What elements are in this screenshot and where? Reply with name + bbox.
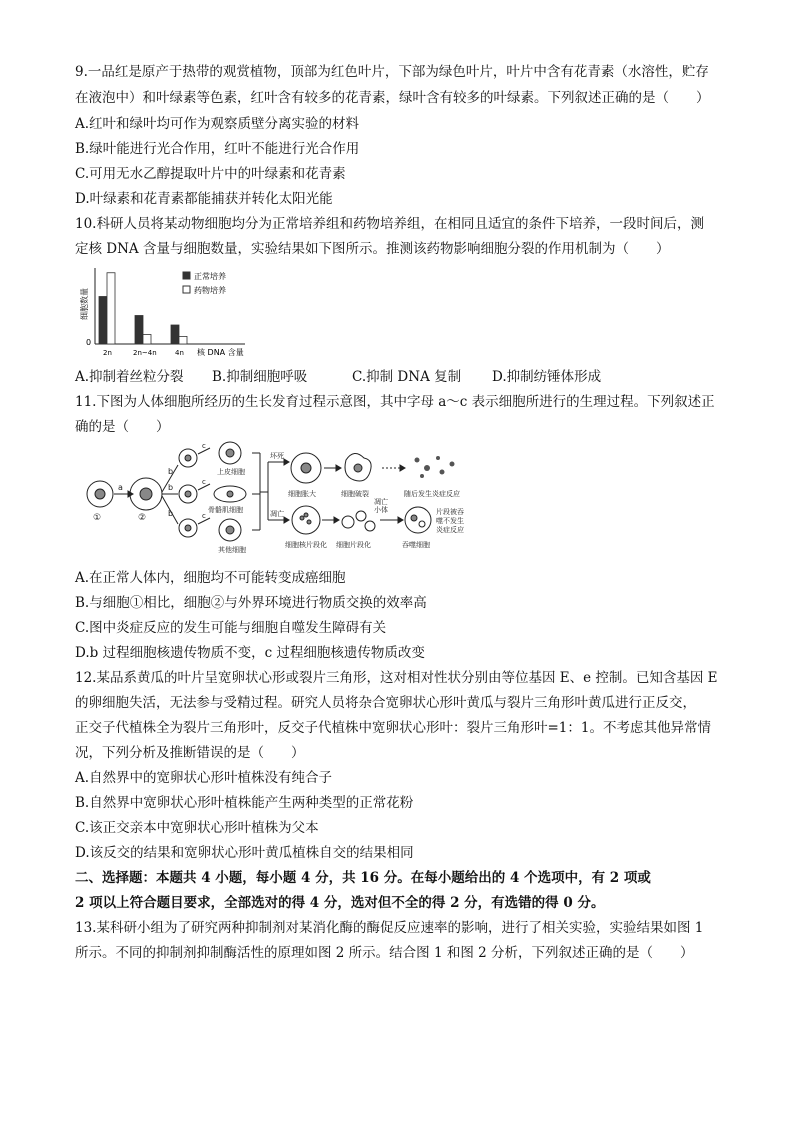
x-axis-label: 核 DNA 含量	[197, 348, 244, 357]
apoptotic-bodies-icon	[342, 511, 375, 531]
bar-0-series-1	[107, 273, 115, 344]
q11-stem-line1: 11.下图为人体细胞所经历的生长发育过程示意图，其中字母 a～c 表示细胞所进行的生理过程。下列叙述正	[75, 394, 715, 410]
process-a-label: a	[118, 483, 123, 492]
debris-icon	[415, 456, 455, 478]
cell-1-label: ①	[93, 513, 102, 523]
q11-option-a: A.在正常人体内，细胞均不可能转变成癌细胞	[75, 570, 346, 586]
necrosis-label: 坏死	[270, 452, 284, 460]
bar-2-series-0	[171, 325, 179, 344]
x-tick-label-1: 2n~4n	[133, 349, 157, 357]
q12-stem-line3: 正交子代植株全为裂片三角形叶，反交子代植株中宽卵状心形叶：裂片三角形叶=1：1。不考虑其他异常情	[75, 720, 711, 736]
process-c-label-2: c	[202, 478, 206, 486]
apoptosis-label: 凋亡	[270, 510, 284, 518]
q11-option-c: C.图中炎症反应的发生可能与细胞自噬发生障碍有关	[75, 620, 387, 636]
ruptured-cell-label: 细胞破裂	[341, 490, 369, 498]
no-inflammation-label-3: 炎症反应	[436, 526, 464, 534]
bar-1-series-0	[135, 316, 143, 345]
bar-0-series-0	[99, 297, 107, 345]
q9-option-a: A.红叶和绿叶均可作为观察质壁分离实验的材料	[75, 116, 360, 132]
inflammation-label: 随后发生炎症反应	[404, 490, 460, 498]
cell-fragmentation-label: 细胞片段化	[336, 541, 371, 549]
legend-label-drug: 药物培养	[194, 286, 226, 295]
q9-stem-line1: 9.一品红是原产于热带的观赏植物，顶部为红色叶片，下部为绿色叶片，叶片中含有花青素（水溶性，贮存	[75, 64, 709, 80]
q10-option-c: C.抑制 DNA 复制	[352, 369, 462, 385]
origin-label: 0	[86, 338, 92, 347]
bar-2-series-1	[179, 336, 187, 344]
no-inflammation-label-2: 噬不发生	[436, 517, 464, 525]
q12-stem-line2: 的卵细胞失活，无法参与受精过程。研究人员将杂合宽卵状心形叶黄瓜与裂片三角形叶黄瓜进行正反交，	[75, 695, 696, 711]
q12-stem-line4: 况，下列分析及推断错误的是（ ）	[75, 745, 305, 761]
phagocyte-icon	[405, 507, 431, 533]
muscle-cell-label: 骨骼肌细胞	[208, 506, 243, 514]
nuclear-fragmentation-label: 细胞核片段化	[285, 541, 327, 549]
legend-swatch-normal	[183, 272, 190, 279]
apoptotic-body-label-2: 小体	[374, 506, 388, 514]
no-inflammation-label-1: 片段被吞	[436, 508, 464, 516]
q12-option-d: D.该反交的结果和宽卵状心形叶黄瓜植株自交的结果相同	[75, 845, 414, 861]
process-c-label-3: c	[202, 512, 206, 520]
q10-bar-chart	[75, 262, 265, 362]
legend-swatch-drug	[183, 286, 190, 293]
q9-option-c: C.可用无水乙醇提取叶片中的叶绿素和花青素	[75, 166, 346, 182]
apoptotic-body-label-1: 凋亡	[374, 498, 388, 506]
q12-stem-line1: 12.某品系黄瓜的叶片呈宽卵状心形或裂片三角形，这对相对性状分别由等位基因 E、e 控制。已知含基因 E	[75, 670, 718, 686]
q11-cell-diagram	[82, 440, 492, 560]
process-c-label-1: c	[202, 442, 206, 450]
x-tick-label-0: 2n	[103, 349, 112, 357]
q11-option-d: D.b 过程细胞核遗传物质不变，c 过程细胞核遗传物质改变	[75, 645, 425, 661]
swollen-cell-label: 细胞胀大	[288, 490, 316, 498]
q10-option-a: A.抑制着丝粒分裂	[75, 369, 184, 385]
q10-stem-line1: 10.科研人员将某动物细胞均分为正常培养组和药物培养组，在相同且适宜的条件下培养，一段时间后，测	[75, 216, 704, 232]
phagocyte-label: 吞噬细胞	[402, 541, 430, 549]
process-b-label-1: b	[168, 467, 174, 476]
q9-option-d: D.叶绿素和花青素都能捕获并转化太阳光能	[75, 191, 333, 207]
cell-2-label: ②	[138, 513, 147, 523]
q12-option-b: B.自然界中宽卵状心形叶植株能产生两种类型的正常花粉	[75, 795, 414, 811]
legend-label-normal: 正常培养	[194, 272, 226, 281]
q10-option-b: B.抑制细胞呼吸	[212, 369, 308, 385]
x-tick-label-2: 4n	[175, 349, 184, 357]
q11-option-b: B.与细胞①相比，细胞②与外界环境进行物质交换的效率高	[75, 595, 427, 611]
q13-stem-line1: 13.某科研小组为了研究两种抑制剂对某消化酶的酶促反应速率的影响，进行了相关实验，实验结果如图 1	[75, 920, 704, 936]
section2-header-line1: 二、选择题：本题共 4 小题，每小题 4 分，共 16 分。在每小题给出的 4 个选项中，有 2 项或	[75, 870, 651, 886]
q13-stem-line2: 所示。不同的抑制剂抑制酶活性的原理如图 2 所示。结合图 1 和图 2 分析，下列叙述正确的是（ ）	[75, 945, 694, 961]
q11-stem-line2: 确的是（ ）	[75, 419, 170, 435]
nuc-frag-cell-icon	[292, 506, 320, 534]
section2-header-line2: 2 项以上符合题目要求，全部选对的得 4 分，选对但不全的得 2 分，有选错的得 0 分。	[75, 895, 605, 911]
q10-option-d: D.抑制纺锤体形成	[492, 369, 602, 385]
bar-1-series-1	[143, 335, 151, 345]
q12-option-a: A.自然界中的宽卵状心形叶植株没有纯合子	[75, 770, 333, 786]
epithelial-cell-label: 上皮细胞	[217, 468, 245, 476]
q9-stem-line2: 在液泡中）和叶绿素等色素，红叶含有较多的花青素，绿叶含有较多的叶绿素。下列叙述正确的是（ ）	[75, 90, 710, 106]
process-b-label-2: b	[168, 483, 174, 492]
q9-option-b: B.绿叶能进行光合作用，红叶不能进行光合作用	[75, 141, 360, 157]
y-axis-label: 细胞数量	[80, 288, 89, 320]
q12-option-c: C.该正交亲本中宽卵状心形叶植株为父本	[75, 820, 319, 836]
y-axis-label-group	[79, 288, 89, 320]
process-b-label-3: b	[168, 509, 174, 518]
other-cell-label: 其他细胞	[218, 546, 246, 554]
q10-stem-line2: 定核 DNA 含量与细胞数量，实验结果如下图所示。推测该药物影响细胞分裂的作用机制为（ ）	[75, 241, 670, 257]
